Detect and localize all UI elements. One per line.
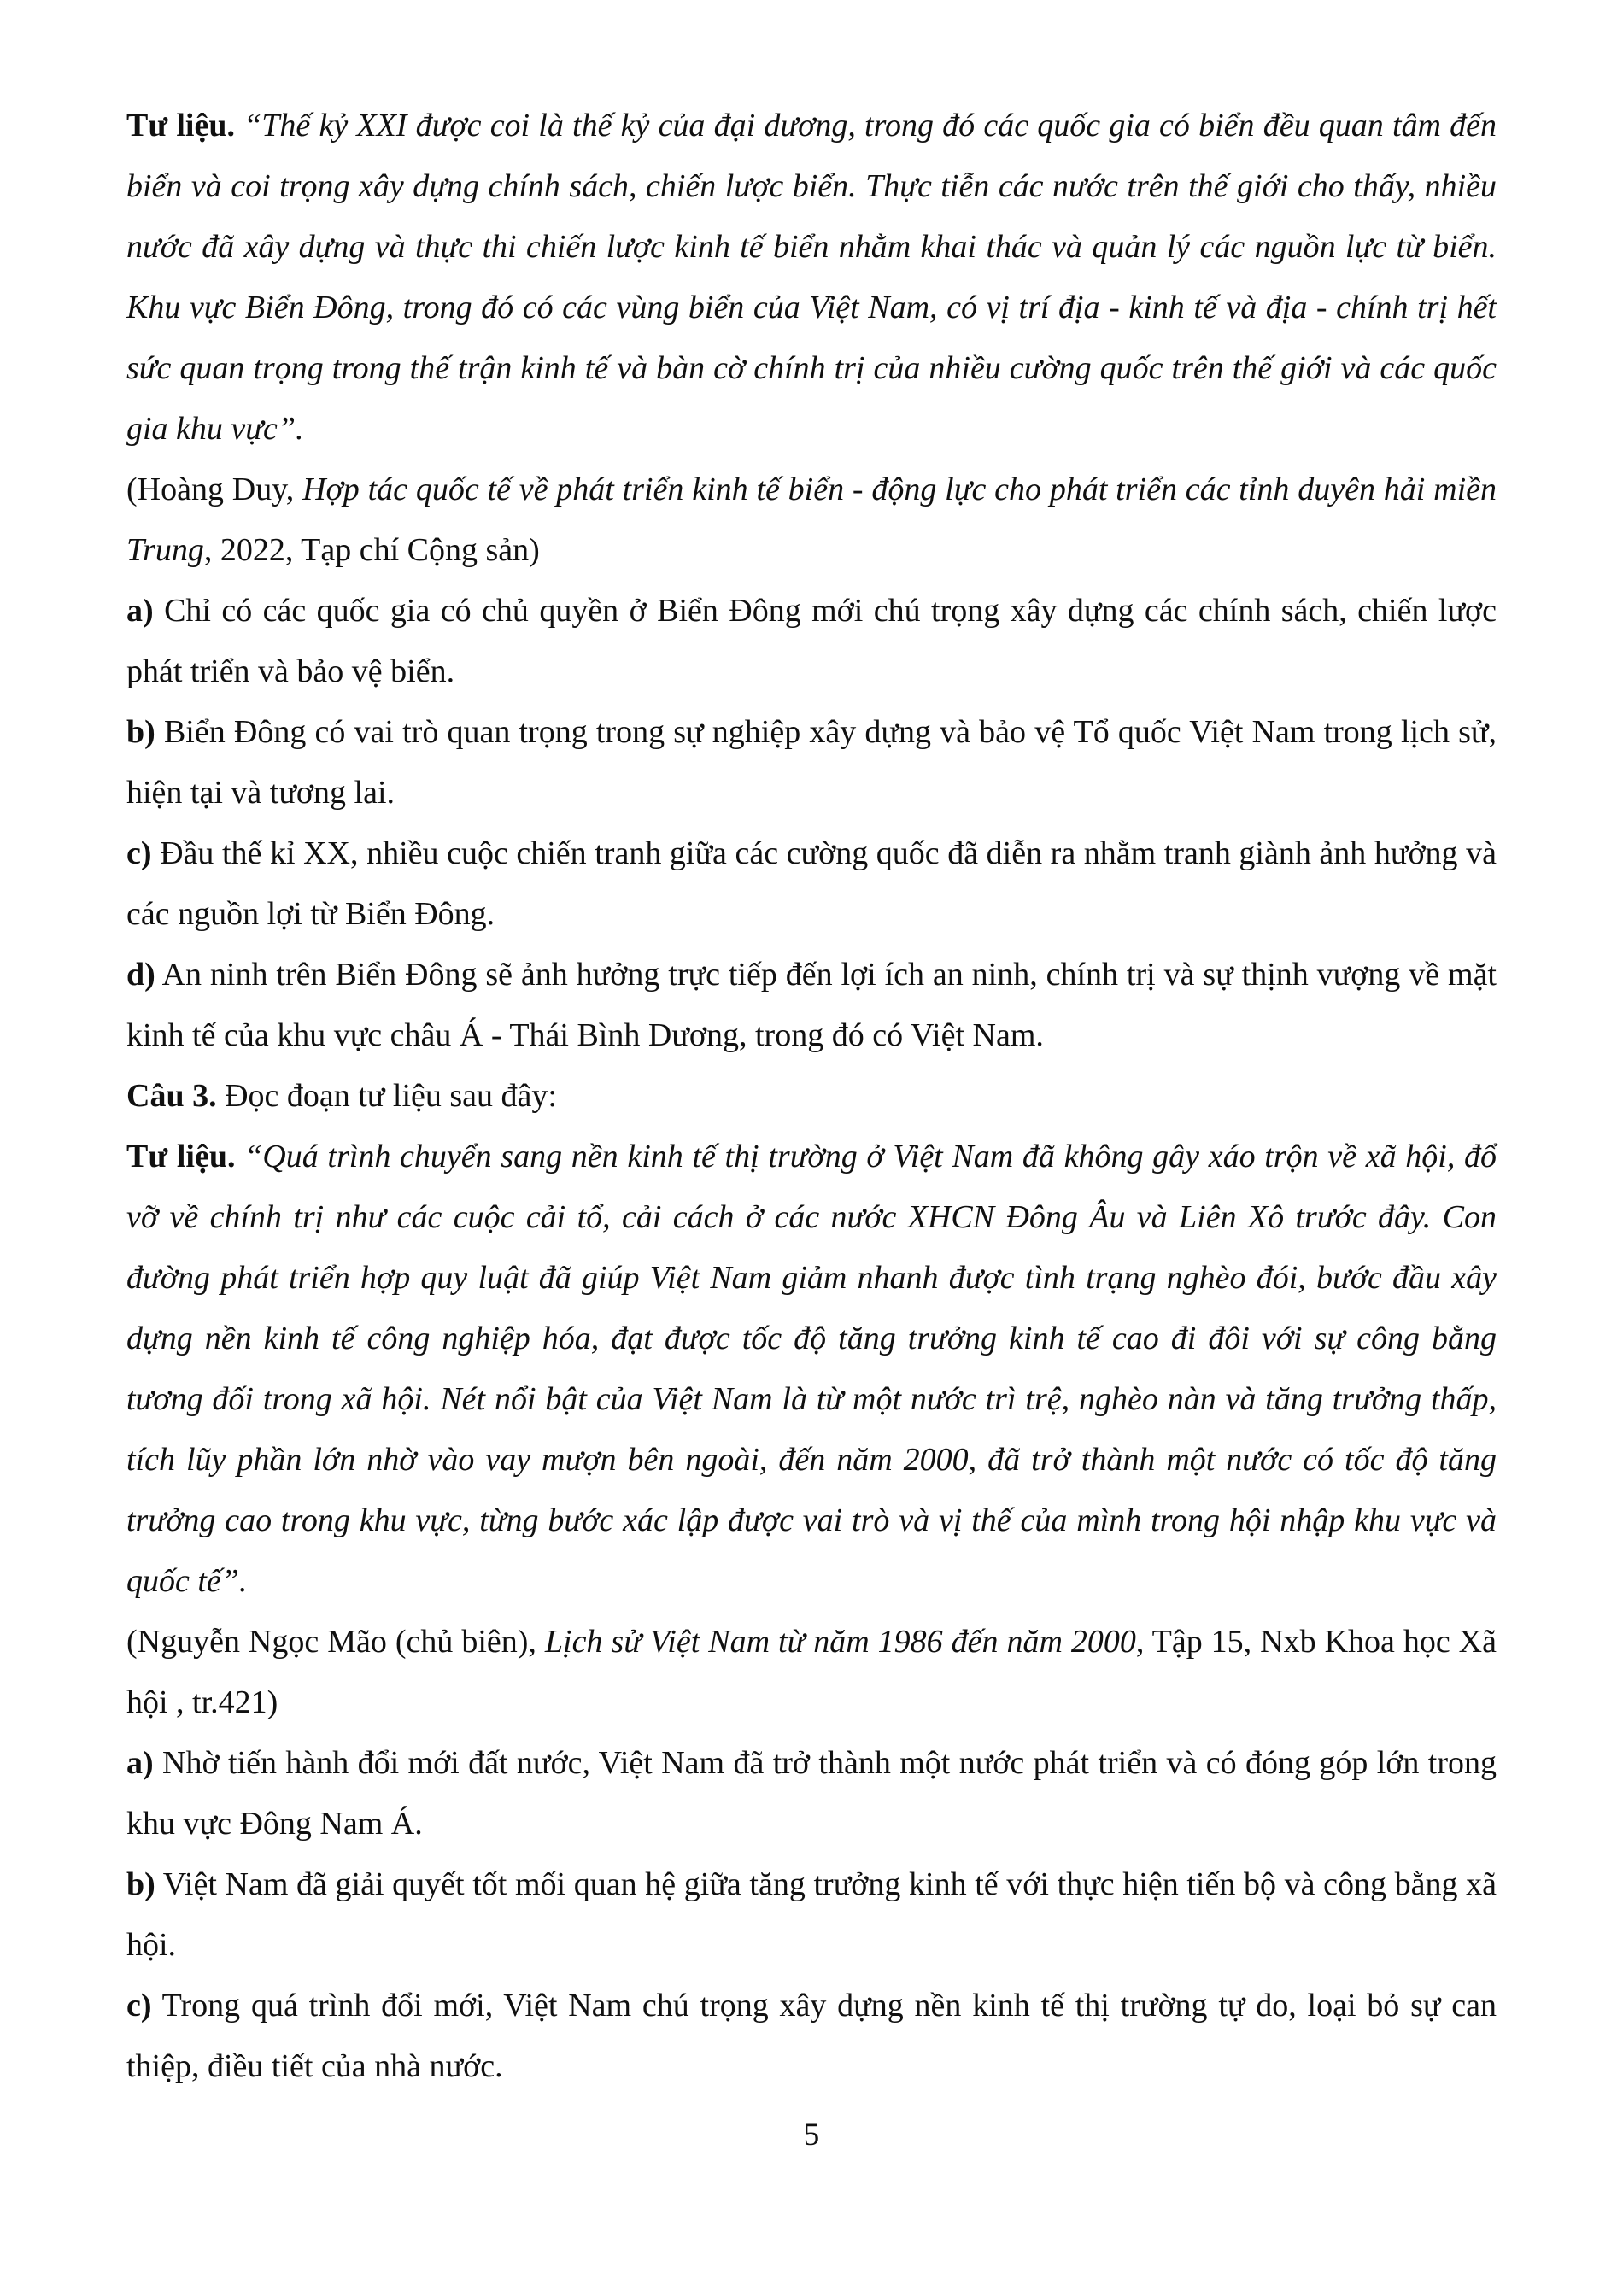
- text-run: b): [126, 714, 155, 750]
- text-run: d): [126, 957, 155, 993]
- citation-2: [126, 1612, 1497, 1733]
- statement-b-2: [126, 1854, 1497, 1976]
- text-run: Việt Nam đã giải quyết tốt mối quan hệ giữa tăng trưởng kinh tế với thực hiện tiến bộ và công bằng xã hội.: [126, 1866, 1497, 1963]
- text-run: a): [126, 593, 154, 629]
- text-run: “Thế kỷ XXI được coi là thế kỷ của đại dương, trong đó các quốc gia có biển đều quan tâm đến biển và coi trọng xây dựng chính sách, chiến lược biển. Thực tiễn các nước trên thế giới cho thấy, nhiều nước đã xây dựng và thực thi chiến lược kinh tế biển nhằm khai thác và quản lý các nguồn lực từ biển. Khu vực Biển Đông, trong đó có các vùng biển của Việt Nam, có vị trí địa - kinh tế và địa - chính trị hết sức quan trọng trong thế trận kinh tế và bàn cờ chính trị của nhiều cường quốc trên thế giới và các quốc gia khu vực”.: [126, 108, 1497, 447]
- statement-c-1: [126, 823, 1497, 945]
- source-quote-2: [126, 1127, 1497, 1612]
- statement-a-2: [126, 1733, 1497, 1854]
- text-run: Biển Đông có vai trò quan trọng trong sự nghiệp xây dựng và bảo vệ Tổ quốc Việt Nam trong lịch sử, hiện tại và tương lai.: [126, 714, 1497, 811]
- statement-a-1: [126, 581, 1497, 702]
- statement-d-1: [126, 945, 1497, 1066]
- text-run: Trong quá trình đổi mới, Việt Nam chú trọng xây dựng nền kinh tế thị trường tự do, loại bỏ sự can thiệp, điều tiết của nhà nước.: [126, 1988, 1497, 2084]
- text-run: Tư liệu.: [126, 1139, 245, 1174]
- text-run: Hợp tác quốc tế về phát triển kinh tế biển - động lực cho phát triển các tỉnh duyên hải miền Trung: [126, 472, 1497, 568]
- text-run: Đầu thế kỉ XX, nhiều cuộc chiến tranh giữa các cường quốc đã diễn ra nhằm tranh giành ảnh hưởng và các nguồn lợi từ Biển Đông.: [126, 835, 1497, 932]
- text-run: a): [126, 1745, 154, 1781]
- text-run: (Hoàng Duy,: [126, 472, 303, 507]
- text-run: An ninh trên Biển Đông sẽ ảnh hưởng trực tiếp đến lợi ích an ninh, chính trị và sự thịnh vượng về mặt kinh tế của khu vực châu Á - Thái Bình Dương, trong đó có Việt Nam.: [126, 957, 1497, 1053]
- citation-1: [126, 460, 1497, 581]
- source-quote-1: [126, 96, 1497, 460]
- text-run: c): [126, 835, 152, 871]
- text-run: b): [126, 1866, 155, 1902]
- text-run: Lịch sử Việt Nam từ năm 1986 đến năm 2000: [544, 1624, 1136, 1660]
- text-run: Đọc đoạn tư liệu sau đây:: [216, 1078, 557, 1114]
- page-number: 5: [803, 2117, 820, 2152]
- text-run: Câu 3.: [126, 1078, 217, 1114]
- text-run: , Tập 15, Nxb Khoa học Xã hội , tr.421): [126, 1624, 1497, 1720]
- question-3-heading: [126, 1066, 1497, 1127]
- text-run: Chỉ có các quốc gia có chủ quyền ở Biển Đông mới chú trọng xây dựng các chính sách, chiến lược phát triển và bảo vệ biển.: [126, 593, 1497, 689]
- text-run: “Quá trình chuyển sang nền kinh tế thị trường ở Việt Nam đã không gây xáo trộn về xã hội, đổ vỡ về chính trị như các cuộc cải tổ, cải cách ở các nước XHCN Đông Âu và Liên Xô trước đây. Con đường phát triển hợp quy luật đã giúp Việt Nam giảm nhanh được tình trạng nghèo đói, bước đầu xây dựng nền kinh tế công nghiệp hóa, đạt được tốc độ tăng trưởng kinh tế cao đi đôi với sự công bằng tương đối trong xã hội. Nét nổi bật của Việt Nam là từ một nước trì trệ, nghèo nàn và tăng trưởng thấp, tích lũy phần lớn nhờ vào vay mượn bên ngoài, đến năm 2000, đã trở thành một nước có tốc độ tăng trưởng cao trong khu vực, từng bước xác lập được vai trò và vị thế của mình trong hội nhập khu vực và quốc tế”.: [126, 1139, 1497, 1599]
- text-run: , 2022, Tạp chí Cộng sản): [203, 532, 540, 568]
- statement-b-1: [126, 702, 1497, 823]
- statement-c-2: [126, 1976, 1497, 2097]
- text-run: c): [126, 1988, 152, 2024]
- document-body: [126, 96, 1497, 2097]
- text-run: Nhờ tiến hành đổi mới đất nước, Việt Nam đã trở thành một nước phát triển và có đóng góp lớn trong khu vực Đông Nam Á.: [126, 1745, 1497, 1842]
- text-run: Tư liệu.: [126, 108, 244, 144]
- text-run: (Nguyễn Ngọc Mão (chủ biên),: [126, 1624, 545, 1660]
